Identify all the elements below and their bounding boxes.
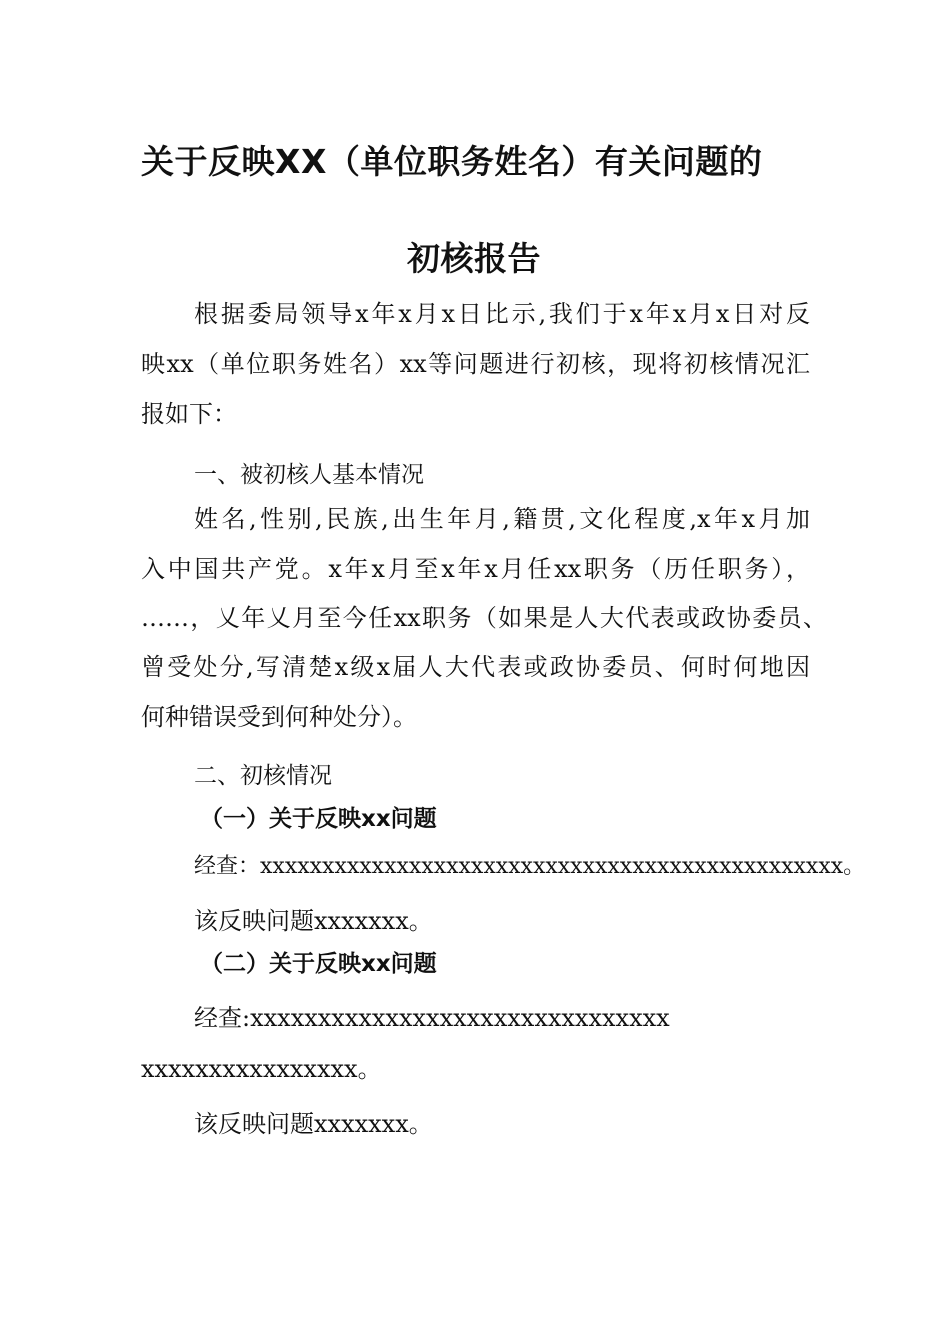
section-2-sub-1-finding: 经查：xxxxxxxxxxxxxxxxxxxxxxxxxxxxxxxxxxxxxxxxxxxxxxx。 — [194, 854, 866, 879]
section-1-line-3: ……，乂年乂月至今任xx职务（如果是人大代表或政协委员、 — [141, 604, 827, 632]
section-2-sub-2-finding-line-2: xxxxxxxxxxxxxxxx。 — [141, 1055, 382, 1083]
section-1-line-4: 曾受处分,写清楚x级x届人大代表或政协委员、何时何地因 — [141, 653, 810, 681]
section-1-heading: 一、被初核人基本情况 — [194, 462, 424, 488]
section-2-heading: 二、初核情况 — [194, 763, 332, 789]
section-2-sub-1-conclusion: 该反映问题xxxxxxx。 — [194, 907, 433, 935]
section-1-line-1: 姓名,性别,民族,出生年月,籍贯,文化程度,x年x月加 — [194, 505, 810, 533]
section-2-sub-2-finding-line-1: 经查:xxxxxxxxxxxxxxxxxxxxxxxxxxxxxxx — [194, 1004, 670, 1032]
section-1-line-5: 何种错误受到何种处分）。 — [141, 703, 417, 731]
section-2-sub-2-heading: （二）关于反映xx问题 — [200, 951, 437, 977]
document-title-line-2: 初核报告 — [407, 239, 541, 278]
section-1-line-2: 入中国共产党。x年x月至x年x月任xx职务（历任职务）， — [141, 555, 810, 583]
intro-line-1: 根据委局领导x年x月x日比示,我们于x年x月x日对反 — [194, 300, 810, 328]
intro-line-2: 映xx（单位职务姓名）xx等问题进行初核，现将初核情况汇 — [141, 350, 810, 378]
document-title-line-1: 关于反映XX（单位职务姓名）有关问题的 — [141, 142, 763, 181]
section-2-sub-2-conclusion: 该反映问题xxxxxxx。 — [194, 1110, 433, 1138]
section-2-sub-1-heading: （一）关于反映xx问题 — [200, 806, 437, 832]
intro-line-3: 报如下： — [141, 400, 237, 428]
